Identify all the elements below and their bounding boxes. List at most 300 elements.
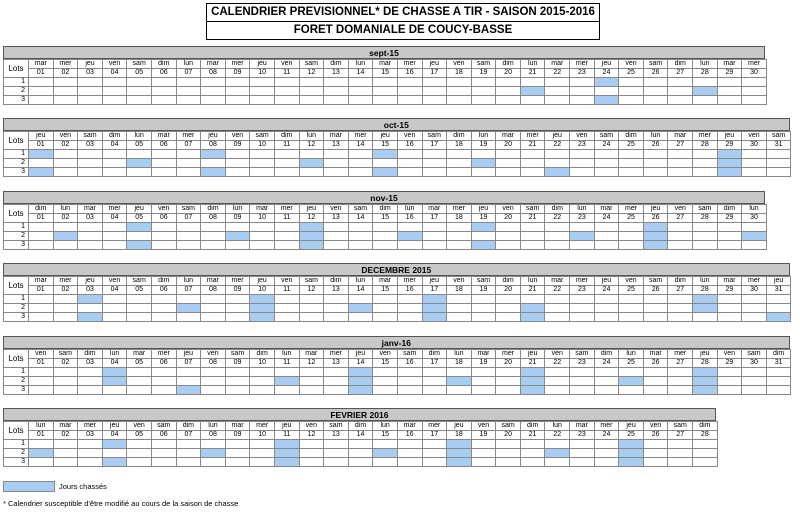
day-number: 16 [397,286,422,295]
day-cell [766,159,791,168]
day-number: 19 [471,214,496,223]
day-cell [619,386,644,395]
day-number: 27 [668,286,693,295]
weekday-label: sam [643,277,668,286]
day-cell [545,458,570,467]
page-title: CALENDRIER PREVISIONNEL* DE CHASSE A TIR - SAISON 2015-2016 [211,6,595,18]
weekday-label: jeu [176,350,201,359]
weekday-label: sam [348,205,373,214]
day-cell [594,377,619,386]
day-number: 14 [348,141,373,150]
day-cell [619,232,644,241]
day-cell [176,223,201,232]
day-cell [668,150,693,159]
day-number: 15 [373,141,398,150]
day-cell [348,440,373,449]
day-number: 09 [225,359,250,368]
day-cell [471,232,496,241]
weekday-label: mer [693,132,718,141]
day-cell [422,78,447,87]
day-cell [693,168,718,177]
day-cell [250,368,275,377]
day-number: 20 [496,214,521,223]
day-cell [496,368,521,377]
day-number: 04 [102,359,127,368]
day-cell [373,159,398,168]
legend-swatch [3,481,55,492]
day-cell [447,295,472,304]
day-number: 21 [520,286,545,295]
day-number: 23 [570,286,595,295]
weekday-label: mer [225,60,250,69]
day-cell [373,232,398,241]
day-cell [274,304,299,313]
day-cell [250,87,275,96]
day-cell [447,78,472,87]
day-cell [201,223,226,232]
hunt-day-cell [520,377,545,386]
weekday-label: jeu [201,132,226,141]
day-cell [127,313,152,322]
day-cell [250,377,275,386]
weekday-label: mer [53,277,78,286]
day-number: 30 [742,141,767,150]
day-cell [151,87,176,96]
day-cell [496,304,521,313]
day-cell [422,159,447,168]
day-number: 15 [373,286,398,295]
day-cell [545,232,570,241]
day-cell [545,386,570,395]
day-cell [151,304,176,313]
weekday-label: mar [397,422,422,431]
day-cell [447,168,472,177]
lot-label: 3 [4,168,29,177]
lot-row [4,78,767,87]
day-cell [570,458,595,467]
weekday-label: jeu [78,277,103,286]
weekday-label: mer [102,205,127,214]
day-cell [766,304,791,313]
weekday-label: mer [225,277,250,286]
day-cell [594,458,619,467]
day-number: 05 [127,141,152,150]
weekday-label: mer [668,350,693,359]
day-number: 04 [102,286,127,295]
day-number: 21 [520,69,545,78]
day-cell [29,313,54,322]
weekday-label: ven [619,60,644,69]
day-number: 05 [127,431,152,440]
lot-label: 2 [4,449,29,458]
hunt-day-cell [299,223,324,232]
day-cell [299,168,324,177]
weekday-label: lun [643,132,668,141]
day-cell [102,150,127,159]
day-cell [643,368,668,377]
day-cell [643,87,668,96]
day-cell [225,78,250,87]
hunt-day-cell [225,232,250,241]
weekday-label: jeu [78,60,103,69]
day-number: 27 [668,359,693,368]
weekday-label: sam [127,277,152,286]
day-cell [29,87,54,96]
day-cell [397,78,422,87]
day-number: 29 [717,286,742,295]
day-cell [78,78,103,87]
day-number: 22 [545,69,570,78]
day-cell [102,159,127,168]
day-number: 24 [594,214,619,223]
day-number: 16 [397,359,422,368]
day-cell [545,313,570,322]
weekday-label: mar [570,422,595,431]
day-number: 18 [447,69,472,78]
day-number: 07 [176,359,201,368]
day-cell [496,223,521,232]
day-cell [201,304,226,313]
day-cell [693,78,718,87]
day-number: 26 [643,286,668,295]
weekday-label: sam [594,132,619,141]
day-cell [324,368,349,377]
weekday-label: mer [520,132,545,141]
day-cell [545,78,570,87]
hunt-day-cell [274,377,299,386]
day-number: 21 [520,431,545,440]
day-number: 11 [274,359,299,368]
weekday-label: dim [594,350,619,359]
day-cell [496,449,521,458]
weekday-label: sam [668,422,693,431]
day-cell [496,168,521,177]
hunt-day-cell [250,304,275,313]
day-cell [766,368,791,377]
weekday-label: dim [668,60,693,69]
weekday-label: jeu [274,422,299,431]
day-cell [742,159,767,168]
day-cell [545,304,570,313]
day-cell [643,150,668,159]
day-number: 11 [274,286,299,295]
hunt-day-cell [201,449,226,458]
day-cell [127,386,152,395]
weekday-label: jeu [545,132,570,141]
day-number: 02 [53,359,78,368]
weekday-label: jeu [373,132,398,141]
day-number: 27 [668,141,693,150]
day-cell [78,241,103,250]
weekday-label: dim [422,350,447,359]
hunt-day-cell [127,241,152,250]
day-cell [545,368,570,377]
weekday-label: mar [545,60,570,69]
weekday-label: sam [397,350,422,359]
day-number: 06 [151,141,176,150]
day-cell [102,241,127,250]
day-cell [545,159,570,168]
day-number: 02 [53,141,78,150]
weekday-label: mar [201,60,226,69]
weekday-label: jeu [471,205,496,214]
day-cell [373,96,398,105]
day-cell [397,368,422,377]
weekday-label: lun [471,132,496,141]
day-number: 20 [496,69,521,78]
day-number: 09 [225,141,250,150]
day-number: 26 [643,214,668,223]
footnote: * Calendrier susceptible d'être modifié au cours de la saison de chasse [3,499,239,508]
day-cell [250,232,275,241]
day-cell [225,223,250,232]
day-number: 30 [742,69,767,78]
day-cell [397,449,422,458]
day-cell [520,96,545,105]
day-cell [545,440,570,449]
day-cell [78,232,103,241]
day-cell [250,96,275,105]
day-cell [29,458,54,467]
day-cell [520,150,545,159]
day-cell [397,313,422,322]
lots-header: Lots [4,205,29,223]
day-cell [348,168,373,177]
day-number: 22 [545,214,570,223]
day-cell [594,368,619,377]
day-cell [594,223,619,232]
day-cell [643,295,668,304]
day-number: 16 [397,69,422,78]
weekday-label: sam [299,60,324,69]
day-number: 20 [496,431,521,440]
weekday-label: lun [619,350,644,359]
day-number: 07 [176,286,201,295]
day-cell [250,449,275,458]
weekday-label: dim [324,277,349,286]
day-cell [619,159,644,168]
page-subtitle: FORET DOMANIALE DE COUCY-BASSE [207,21,599,39]
day-cell [397,295,422,304]
hunt-day-cell [201,150,226,159]
day-cell [102,313,127,322]
day-cell [520,159,545,168]
day-cell [299,87,324,96]
day-cell [373,295,398,304]
day-cell [668,368,693,377]
day-cell [201,458,226,467]
weekday-label: ven [447,277,472,286]
day-cell [299,78,324,87]
day-number: 24 [594,431,619,440]
lot-label: 2 [4,87,29,96]
day-cell [619,168,644,177]
day-cell [742,96,767,105]
day-cell [127,304,152,313]
day-cell [274,96,299,105]
hunt-day-cell [53,232,78,241]
day-cell [201,78,226,87]
lot-row [4,150,791,159]
day-cell [176,377,201,386]
day-number: 25 [619,286,644,295]
weekday-label: dim [151,277,176,286]
day-cell [201,386,226,395]
weekday-label: jeu [348,350,373,359]
day-cell [766,168,791,177]
day-number: 12 [299,359,324,368]
day-cell [447,368,472,377]
month-block [3,191,765,250]
day-cell [324,295,349,304]
day-cell [742,313,767,322]
day-number: 24 [594,141,619,150]
day-cell [29,96,54,105]
weekday-label: sam [570,350,595,359]
day-cell [348,295,373,304]
day-number: 12 [299,141,324,150]
weekday-label: jeu [29,132,54,141]
day-cell [53,150,78,159]
weekday-label: ven [643,422,668,431]
weekday-label: sam [324,422,349,431]
day-cell [274,313,299,322]
day-number: 31 [766,286,791,295]
weekday-label: lun [693,60,718,69]
day-cell [570,168,595,177]
day-cell [348,458,373,467]
day-number: 16 [397,214,422,223]
day-number: 23 [570,214,595,223]
day-cell [594,304,619,313]
lot-row [4,241,767,250]
day-number: 01 [29,431,54,440]
day-cell [496,150,521,159]
day-cell [520,449,545,458]
weekday-label: ven [127,422,152,431]
lot-label: 1 [4,440,29,449]
weekday-label: sam [225,350,250,359]
day-cell [471,295,496,304]
hunt-day-cell [422,313,447,322]
day-cell [717,295,742,304]
day-cell [447,223,472,232]
lot-label: 3 [4,96,29,105]
hunt-day-cell [520,313,545,322]
day-cell [619,78,644,87]
day-cell [53,241,78,250]
day-cell [274,386,299,395]
day-cell [78,223,103,232]
day-number: 12 [299,214,324,223]
day-cell [447,386,472,395]
weekday-label: ven [570,132,595,141]
weekday-label: jeu [643,205,668,214]
day-number: 25 [619,141,644,150]
day-number: 29 [717,141,742,150]
day-number: 13 [324,286,349,295]
day-cell [29,295,54,304]
day-cell [717,377,742,386]
weekday-label: jeu [693,350,718,359]
day-cell [53,368,78,377]
day-number: 02 [53,431,78,440]
hunt-day-cell [29,150,54,159]
weekday-label: jeu [619,422,644,431]
day-cell [127,78,152,87]
lot-label: 3 [4,313,29,322]
day-cell [545,241,570,250]
weekday-label: ven [225,132,250,141]
day-cell [29,386,54,395]
day-number: 19 [471,69,496,78]
lot-row [4,304,791,313]
day-cell [520,440,545,449]
day-number: 26 [643,141,668,150]
weekday-label: jeu [422,277,447,286]
weekday-label: ven [151,205,176,214]
weekday-label: sam [643,60,668,69]
day-number: 14 [348,69,373,78]
day-cell [471,368,496,377]
day-number: 07 [176,431,201,440]
day-cell [102,304,127,313]
day-cell [742,87,767,96]
day-number: 17 [422,359,447,368]
day-number: 25 [619,69,644,78]
weekday-label: jeu [250,277,275,286]
day-cell [250,78,275,87]
weekday-label: mar [594,205,619,214]
month-table [3,204,767,250]
day-number: 28 [693,214,718,223]
day-number: 11 [274,214,299,223]
lot-label: 1 [4,78,29,87]
day-cell [250,159,275,168]
weekday-label: lun [373,422,398,431]
weekday-label: mer [274,205,299,214]
day-cell [127,168,152,177]
hunt-day-cell [102,377,127,386]
weekday-label: mar [250,205,275,214]
lots-header: Lots [4,422,29,440]
lot-label: 1 [4,150,29,159]
weekday-label: sam [176,205,201,214]
weekday-label: dim [766,350,791,359]
day-number: 24 [594,286,619,295]
weekday-label: ven [496,205,521,214]
day-cell [496,313,521,322]
day-cell [520,223,545,232]
day-cell [324,449,349,458]
lot-row [4,440,718,449]
day-number: 28 [693,286,718,295]
weekday-label: mer [742,60,767,69]
day-cell [545,223,570,232]
day-number: 03 [78,359,103,368]
lot-row [4,377,791,386]
day-cell [348,159,373,168]
day-cell [668,96,693,105]
day-cell [53,159,78,168]
weekday-label: sam [151,422,176,431]
day-cell [594,440,619,449]
day-cell [250,458,275,467]
day-number: 17 [422,286,447,295]
day-number: 24 [594,359,619,368]
day-cell [225,377,250,386]
day-cell [471,78,496,87]
